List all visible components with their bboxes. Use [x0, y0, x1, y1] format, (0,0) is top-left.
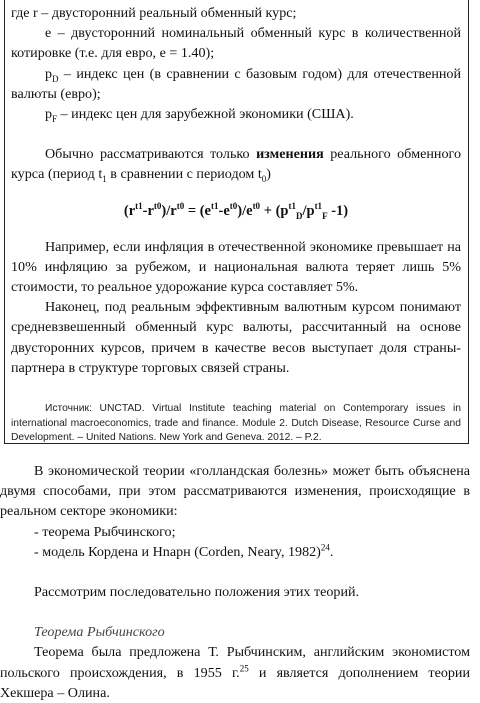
list-item-corden-neary: - модель Кордена и Нnарн (Corden, Neary, 1982)$^{24}$. [34, 542, 334, 560]
definition-e: e – двусторонний номинальный обменный курс в количественной котировке (т.е. для евро, e = 1.40); [11, 25, 461, 62]
definition-pf: $p_F$ – индекс цен для зарубежной экономики (США). [45, 106, 354, 124]
definition-pd: $p_D$ – индекс цен (в сравнении с базовым годом) для отечественной валюты (евро); [11, 65, 461, 102]
section-heading: Теорема Рыбчинского [34, 624, 165, 641]
source-citation: Источник: UNCTAD. Virtual Institute teaching material on Contemporary issues in international macroeconomics, trade and finance. Module 2. Dutch Disease, Resource Curse and Development. – United Nations. New York and Geneva. 2012. – P.2. [11, 403, 461, 444]
real-exchange-rate-formula: $(r^{t1}-r^{t0})/r^{t0} = (e^{t1}-e^{t0})/e^{t0} + (p^{t1}_D/p^{t1}_F$ -1) [123, 200, 349, 221]
box-content [11, 3, 461, 446]
info-box [4, 0, 469, 444]
effective-rate-paragraph: Наконец, под реальным эффективным валютным курсом понимают средневзвешенный обменный курс валюты, рассчитанный на основе двусторонних курсов, причем в качестве весов выступает доля страны-партнера в структуре торговых связей страны. [11, 299, 461, 376]
consider-paragraph: Рассмотрим последовательно положения этих теорий. [34, 584, 360, 601]
example-paragraph: Например, если инфляция в отечественной экономике превышает на 10% инфляцию за рубежом, и национальная валюта теряет лишь 5% стоимости, то реальное удорожание курса составляет 5%. [11, 238, 461, 296]
list-item-rybczynski: - теорема Рыбчинского; [34, 523, 176, 540]
body-intro-paragraph: В экономической теории «голландская болезнь» может быть объяснена двумя способами, при этом рассматриваются изменения, происходящие в реальном секторе экономики: [0, 463, 470, 520]
main-text [0, 461, 470, 703]
changes-paragraph: Обычно рассматриваются только изменения реального обменного курса (период $t_1$ в сравнении с периодом $t_0$) [11, 146, 461, 185]
definition-r: где r – двусторонний реальный обменный курс; [11, 5, 297, 21]
theorem-paragraph: Теорема была предложена Т. Рыбчинским, английским экономистом польского происхождения, в 1955 г.$^{25}$ и является дополнением теории Хекшера – Олина. [0, 644, 470, 701]
